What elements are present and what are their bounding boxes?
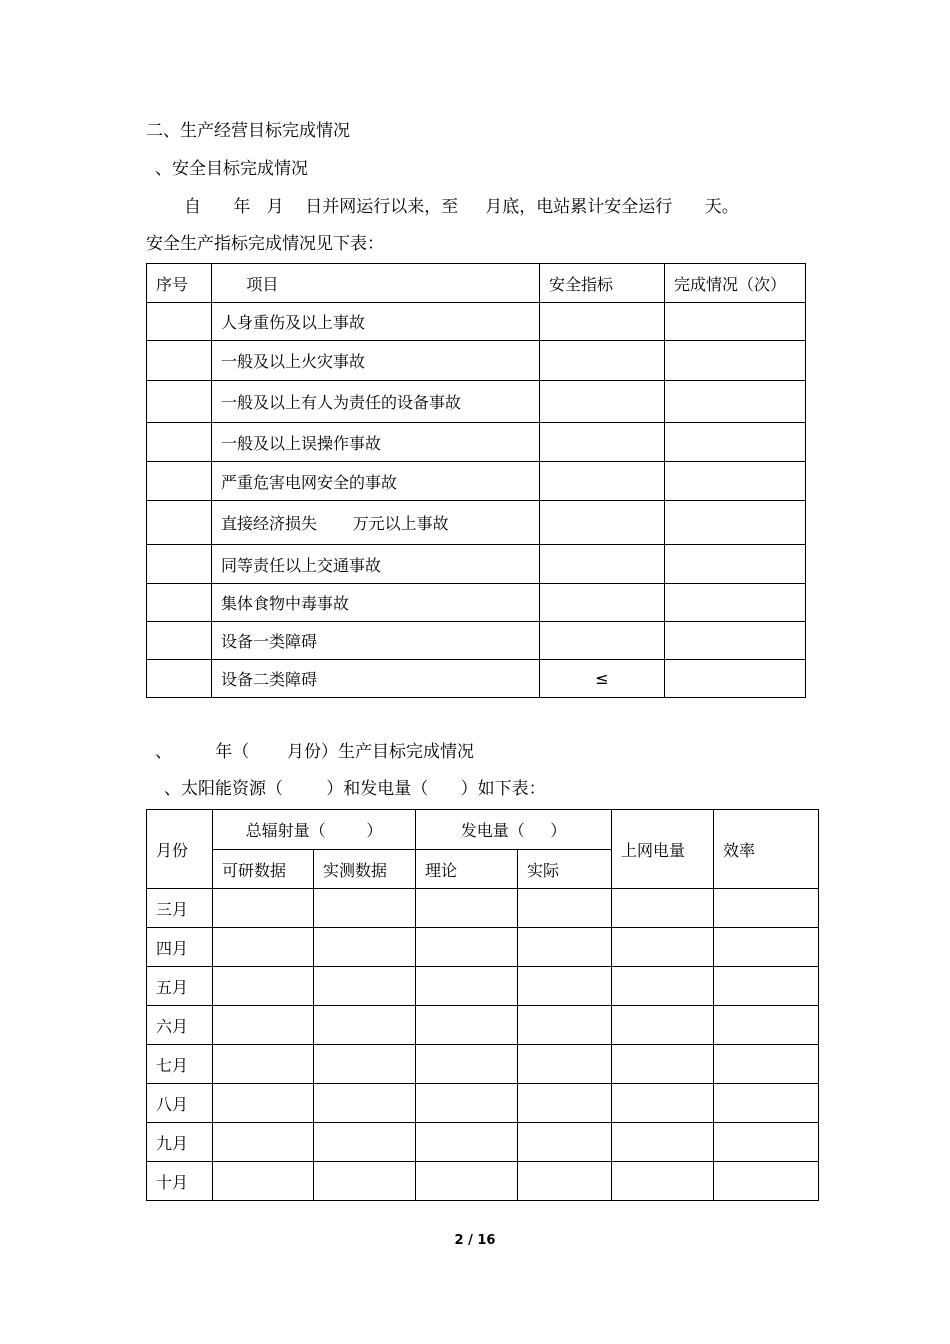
row-item-cell: 同等责任以上交通事故 xyxy=(212,545,540,584)
row-number-cell xyxy=(147,584,212,622)
data-cell xyxy=(314,928,416,967)
data-cell xyxy=(416,1006,518,1045)
data-cell xyxy=(612,928,714,967)
data-cell xyxy=(314,967,416,1006)
month-cell: 四月 xyxy=(147,928,213,967)
row-target-cell xyxy=(540,501,665,545)
month-cell: 八月 xyxy=(147,1084,213,1123)
data-cell xyxy=(314,1123,416,1162)
data-cell xyxy=(213,889,314,928)
safety-paragraph-line-2: 安全生产指标完成情况见下表： xyxy=(146,234,384,254)
row-completion-cell xyxy=(665,660,806,698)
table-row xyxy=(147,1045,819,1084)
table-row xyxy=(147,928,819,967)
data-cell xyxy=(714,928,819,967)
row-item-cell: 直接经济损失 万元以上事故 xyxy=(212,501,540,545)
row-number-cell xyxy=(147,501,212,545)
header-actual: 实际 xyxy=(518,850,612,889)
data-cell xyxy=(518,1045,612,1084)
data-cell xyxy=(213,1045,314,1084)
data-cell xyxy=(416,889,518,928)
data-cell xyxy=(518,1006,612,1045)
data-cell xyxy=(612,1123,714,1162)
row-item-cell: 集体食物中毒事故 xyxy=(212,584,540,622)
data-cell xyxy=(314,1006,416,1045)
data-cell xyxy=(612,1084,714,1123)
month-cell: 十月 xyxy=(147,1162,213,1201)
data-cell xyxy=(612,1162,714,1201)
data-cell xyxy=(213,1006,314,1045)
header-completion: 完成情况（次） xyxy=(665,264,806,303)
row-number-cell xyxy=(147,423,212,462)
row-number-cell xyxy=(147,462,212,501)
data-cell xyxy=(714,967,819,1006)
row-number-cell xyxy=(147,545,212,584)
row-number-cell xyxy=(147,660,212,698)
row-target-cell xyxy=(540,381,665,423)
data-cell xyxy=(714,1162,819,1201)
data-cell xyxy=(314,889,416,928)
safety-paragraph-line-1: 自 年 月 日并网运行以来，至 月底，电站累计安全运行 天。 xyxy=(184,197,739,217)
row-completion-cell xyxy=(665,341,806,381)
month-cell: 九月 xyxy=(147,1123,213,1162)
table-row xyxy=(147,1123,819,1162)
data-cell xyxy=(518,928,612,967)
row-completion-cell xyxy=(665,423,806,462)
header-month: 月份 xyxy=(147,810,213,889)
data-cell xyxy=(714,889,819,928)
data-cell xyxy=(612,889,714,928)
data-cell xyxy=(213,1123,314,1162)
row-completion-cell xyxy=(665,622,806,660)
data-cell xyxy=(416,1084,518,1123)
header-measured-data: 实测数据 xyxy=(314,850,416,889)
data-cell xyxy=(714,1084,819,1123)
data-cell xyxy=(714,1045,819,1084)
row-item-cell: 设备一类障碍 xyxy=(212,622,540,660)
data-cell xyxy=(213,967,314,1006)
page-number: 2 / 16 xyxy=(454,1233,496,1248)
safety-target-table xyxy=(146,263,806,698)
row-item-cell: 设备二类障碍 xyxy=(212,660,540,698)
section-heading: 二、生产经营目标完成情况 xyxy=(146,121,350,141)
row-target-cell xyxy=(540,545,665,584)
table-row xyxy=(147,660,806,698)
data-cell xyxy=(314,1045,416,1084)
row-target-cell xyxy=(540,341,665,381)
month-cell: 六月 xyxy=(147,1006,213,1045)
solar-generation-table xyxy=(146,809,819,1201)
subsection-safety-title: 、安全目标完成情况 xyxy=(155,159,308,179)
row-completion-cell xyxy=(665,545,806,584)
row-completion-cell xyxy=(665,462,806,501)
table1-header-row xyxy=(147,264,806,303)
data-cell xyxy=(518,1084,612,1123)
row-number-cell xyxy=(147,622,212,660)
header-item: 项目 xyxy=(212,264,540,303)
row-target-cell: ≤ xyxy=(540,660,665,698)
data-cell xyxy=(213,928,314,967)
data-cell xyxy=(416,928,518,967)
table-row xyxy=(147,889,819,928)
data-cell xyxy=(612,967,714,1006)
row-target-cell xyxy=(540,584,665,622)
month-cell: 七月 xyxy=(147,1045,213,1084)
row-number-cell xyxy=(147,341,212,381)
data-cell xyxy=(213,1084,314,1123)
table-row xyxy=(147,1006,819,1045)
month-cell: 五月 xyxy=(147,967,213,1006)
table2-header-row-1 xyxy=(147,810,819,850)
header-feasibility-data: 可研数据 xyxy=(213,850,314,889)
data-cell xyxy=(612,1006,714,1045)
header-grid-power: 上网电量 xyxy=(612,810,714,889)
data-cell xyxy=(314,1084,416,1123)
table-row xyxy=(147,423,806,462)
header-efficiency: 效率 xyxy=(714,810,819,889)
data-cell xyxy=(213,1162,314,1201)
subsection-solar-title: 、太阳能资源（ ）和发电量（ ）如下表： xyxy=(164,779,546,799)
data-cell xyxy=(714,1123,819,1162)
table-row xyxy=(147,341,806,381)
table-row xyxy=(147,462,806,501)
data-cell xyxy=(518,967,612,1006)
month-cell: 三月 xyxy=(147,889,213,928)
table-row xyxy=(147,303,806,341)
table-row xyxy=(147,545,806,584)
data-cell xyxy=(314,1162,416,1201)
row-item-cell: 一般及以上有人为责任的设备事故 xyxy=(212,381,540,423)
row-completion-cell xyxy=(665,381,806,423)
table-row xyxy=(147,501,806,545)
row-target-cell xyxy=(540,423,665,462)
data-cell xyxy=(416,1123,518,1162)
data-cell xyxy=(612,1045,714,1084)
table-row xyxy=(147,381,806,423)
data-cell xyxy=(518,889,612,928)
data-cell xyxy=(518,1123,612,1162)
row-item-cell: 一般及以上火灾事故 xyxy=(212,341,540,381)
data-cell xyxy=(416,967,518,1006)
header-target: 安全指标 xyxy=(540,264,665,303)
header-theoretical: 理论 xyxy=(416,850,518,889)
data-cell xyxy=(416,1162,518,1201)
row-completion-cell xyxy=(665,303,806,341)
subsection-production-title: 、 年（ 月份）生产目标完成情况 xyxy=(155,742,475,762)
table-row xyxy=(147,967,819,1006)
header-radiation: 总辐射量（ ） xyxy=(213,810,416,850)
row-completion-cell xyxy=(665,584,806,622)
row-target-cell xyxy=(540,622,665,660)
row-target-cell xyxy=(540,462,665,501)
row-item-cell: 一般及以上误操作事故 xyxy=(212,423,540,462)
data-cell xyxy=(416,1045,518,1084)
row-item-cell: 严重危害电网安全的事故 xyxy=(212,462,540,501)
table-row xyxy=(147,584,806,622)
table-row xyxy=(147,1162,819,1201)
row-target-cell xyxy=(540,303,665,341)
header-generation: 发电量（ ） xyxy=(416,810,612,850)
row-number-cell xyxy=(147,381,212,423)
row-item-cell: 人身重伤及以上事故 xyxy=(212,303,540,341)
data-cell xyxy=(518,1162,612,1201)
header-no: 序号 xyxy=(147,264,212,303)
table-row xyxy=(147,622,806,660)
table-row xyxy=(147,1084,819,1123)
data-cell xyxy=(714,1006,819,1045)
row-completion-cell xyxy=(665,501,806,545)
row-number-cell xyxy=(147,303,212,341)
